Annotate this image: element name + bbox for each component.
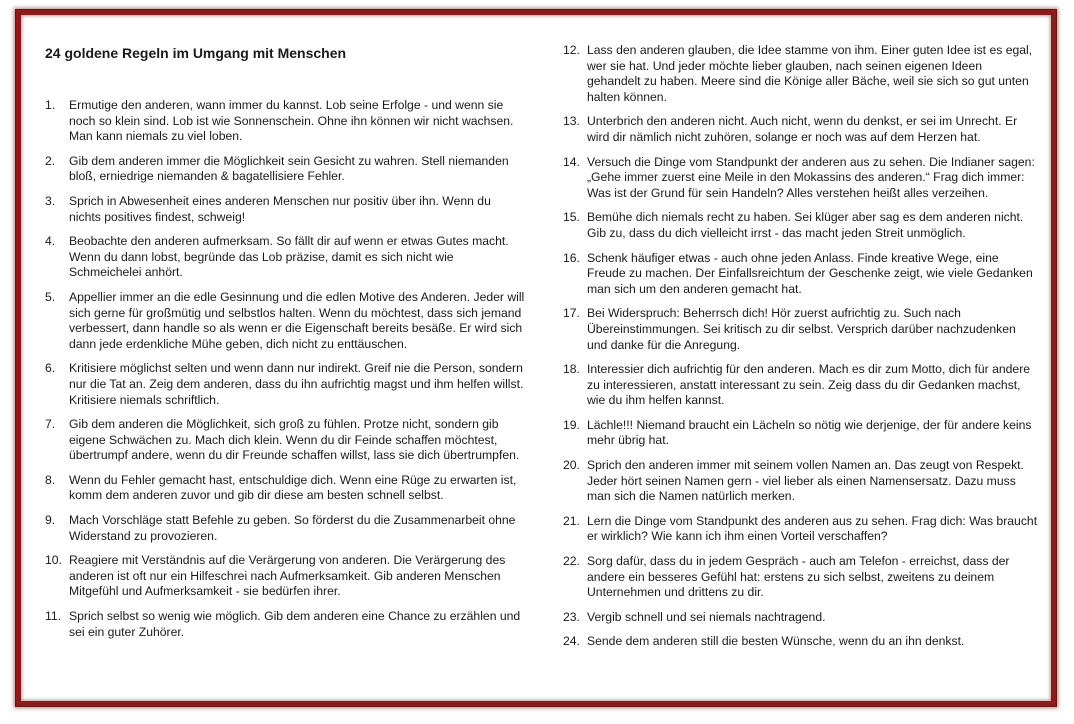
rule-text: Ermutige den anderen, wann immer du kannst. Lob seine Erfolge - und wenn sie noch so klein sind. Lob ist wie Sonnenschein. Ohne ihn können wir nicht wachsen. Man kann niemals zu viel loben. <box>69 98 514 144</box>
right-column <box>563 43 1038 659</box>
rule-item-23 <box>563 610 1038 626</box>
rule-number: 20. <box>563 458 580 473</box>
rule-number: 13. <box>563 114 580 129</box>
rule-text: Sprich den anderen immer mit seinem vollen Namen an. Das zeugt von Respekt. Jeder hört seinen Namen gern - viel lieber als einen Namensersatz. Dazu muss man sich die Namen natürlich merken. <box>587 458 1024 504</box>
rule-text: Interessier dich aufrichtig für den anderen. Mach es dir zum Motto, dich für andere zu interessieren, anstatt interessant zu sein. Zeig dass du dir Gedanken machst, wie du ihm helfen kannst. <box>587 362 1031 408</box>
rule-number: 23. <box>563 609 580 624</box>
rule-number: 9. <box>45 513 56 528</box>
rule-item-8 <box>45 473 525 504</box>
rule-text: Wenn du Fehler gemacht hast, entschuldige dich. Wenn eine Rüge zu erwarten ist, komm dem anderen zuvor und gib dir diese am besten schnell selbst. <box>69 472 517 503</box>
rule-item-4 <box>45 234 525 281</box>
rule-item-13 <box>563 114 1038 145</box>
rule-text: Schenk häufiger etwas - auch ohne jeden Anlass. Finde kreative Wege, eine Freude zu machen. Der Einfallsreichtum der Geschenke zeigt, wie viele Gedanken man sich um den anderen gemacht hat. <box>587 250 1033 296</box>
rule-item-19 <box>563 418 1038 449</box>
rule-item-3 <box>45 194 525 225</box>
rule-text: Lass den anderen glauben, die Idee stamme von ihm. Einer guten Idee ist es egal, wer sie hat. Und jeder möchte lieber glauben, nach seinen eigenen Ideen gehandelt zu haben. Meere sind die Könige aller Bäche, weil sie sich so gut unten halten können. <box>587 43 1033 104</box>
rule-text: Gib dem anderen immer die Möglichkeit sein Gesicht zu wahren. Stell niemanden bloß, erniedrige niemanden & bagatellisiere Fehler. <box>69 153 509 184</box>
rule-item-9 <box>45 513 525 544</box>
rule-text: Lächle!!! Niemand braucht ein Lächeln so nötig wie derjenige, der für andere keins mehr übrig hat. <box>587 417 1032 448</box>
page-title: 24 goldene Regeln im Umgang mit Menschen <box>45 45 347 61</box>
rule-text: Sorg dafür, dass du in jedem Gespräch - auch am Telefon - erreichst, dass der andere ein besseres Gefühl hat: erstens zu sich selbst, zweitens zu deinem Unternehmen und drittens zu dir. <box>587 554 1010 600</box>
rule-text: Sende dem anderen still die besten Wünsche, wenn du an ihn denkst. <box>587 634 965 649</box>
rule-text: Sprich in Abwesenheit eines anderen Menschen nur positiv über ihn. Wenn du nichts positives findest, schweig! <box>69 193 491 224</box>
rule-item-16 <box>563 251 1038 298</box>
document-frame <box>16 10 1056 706</box>
rule-number: 10. <box>45 553 62 568</box>
rule-item-5 <box>45 290 525 352</box>
rule-text: Gib dem anderen die Möglichkeit, sich groß zu fühlen. Protze nicht, sondern gib eigene Schwächen zu. Mach dich klein. Wenn du dir Feinde schaffen möchtest, übertrumpf andere, wenn du dir Freunde schaffen willst, lass sie dich übertrumpfen. <box>69 417 520 463</box>
rule-number: 19. <box>563 417 580 432</box>
rule-item-14 <box>563 155 1038 202</box>
rule-text: Beobachte den anderen aufmerksam. So fällt dir auf wenn er etwas Gutes macht. Wenn du dann lobst, begründe das Lob präzise, damit es sich nicht wie Schmeichelei anhört. <box>69 234 509 280</box>
rules-list-left <box>45 98 525 640</box>
rule-text: Unterbrich den anderen nicht. Auch nicht, wenn du denkst, er sei im Unrecht. Er wird dir nämlich nicht zuhören, solange er noch was auf dem Herzen hat. <box>587 114 1018 144</box>
rule-item-6 <box>45 361 525 408</box>
rule-text: Reagiere mit Verständnis auf die Verärgerung von anderen. Die Verärgerung des anderen ist oft nur ein Hilfeschrei nach Aufmerksamkeit. Gib anderen Menschen Mitgefühl und Aufmerksamkeit - sie bedürfen ihrer. <box>69 553 506 599</box>
rule-number: 17. <box>563 306 580 321</box>
rule-item-2 <box>45 154 525 185</box>
rule-number: 21. <box>563 513 580 528</box>
rule-text: Bemühe dich niemals recht zu haben. Sei klüger aber sag es dem anderen nicht. Gib zu, dass du dich vielleicht irrst - das macht jeden Streit unmöglich. <box>587 210 1024 240</box>
rule-text: Vergib schnell und sei niemals nachtragend. <box>587 609 826 624</box>
rule-number: 15. <box>563 210 580 225</box>
rule-item-21 <box>563 514 1038 545</box>
rule-text: Appellier immer an die edle Gesinnung und die edlen Motive des Anderen. Jeder will sich gerne für großmütig und selbstlos halten. Wenn du möchtest, dass sich jemand verbessert, dann handle so als wenn er die Eigenschaft bereits besäße. Er wird sich dann jede erdenkliche Mühe geben, dich nicht zu enttäuschen. <box>69 289 525 351</box>
rule-number: 5. <box>45 289 56 304</box>
rule-number: 7. <box>45 417 56 432</box>
rule-item-11 <box>45 609 525 640</box>
rule-number: 16. <box>563 250 580 265</box>
rule-number: 14. <box>563 154 580 169</box>
rule-item-12 <box>563 43 1038 105</box>
rule-item-10 <box>45 553 525 600</box>
rule-number: 3. <box>45 193 56 208</box>
rule-item-24 <box>563 634 1038 650</box>
rule-text: Sprich selbst so wenig wie möglich. Gib dem anderen eine Chance zu erzählen und sei ein guter Zuhörer. <box>69 609 521 639</box>
rule-number: 6. <box>45 361 56 376</box>
rule-number: 1. <box>45 98 56 112</box>
rule-item-15 <box>563 210 1038 241</box>
rule-number: 2. <box>45 153 56 168</box>
rule-text: Bei Widerspruch: Beherrsch dich! Hör zuerst aufrichtig zu. Such nach Übereinstimmungen. Sei kritisch zu dir selbst. Versprich darüber nachzudenken und danke für die Anregung. <box>587 306 1016 352</box>
rule-text: Versuch die Dinge vom Standpunkt der anderen aus zu sehen. Die Indianer sagen: „Gehe immer zuerst eine Meile in den Mokassins des anderen.“ Frag dich immer: Was ist der Grund für sein Handeln? Alles verstehen heißt alles verzeihen. <box>587 154 1035 200</box>
rule-item-7 <box>45 417 525 464</box>
left-column <box>45 45 525 649</box>
rule-item-18 <box>563 362 1038 409</box>
rule-item-20 <box>563 458 1038 505</box>
rule-number: 18. <box>563 362 580 377</box>
rule-number: 8. <box>45 472 56 487</box>
rule-text: Lern die Dinge vom Standpunkt des anderen aus zu sehen. Frag dich: Was braucht er wirklich? Wie kann ich ihm einen Vorteil verschaffen? <box>587 513 1038 544</box>
rule-number: 4. <box>45 234 56 249</box>
rule-text: Mach Vorschläge statt Befehle zu geben. So förderst du die Zusammenarbeit ohne Widerstand zu provozieren. <box>69 513 516 543</box>
rule-item-17 <box>563 306 1038 353</box>
rule-item-1 <box>45 98 525 145</box>
rule-number: 22. <box>563 554 580 569</box>
rules-list-right <box>563 43 1038 650</box>
rule-text: Kritisiere möglichst selten und wenn dann nur indirekt. Greif nie die Person, sondern nur die Tat an. Zeig dem anderen, dass du ihn aufrichtig magst und ihm helfen willst. Kritisiere niemals schriftlich. <box>69 361 524 407</box>
rule-item-22 <box>563 554 1038 601</box>
rule-number: 12. <box>563 43 580 57</box>
rule-number: 24. <box>563 634 580 649</box>
rule-number: 11. <box>45 609 62 624</box>
